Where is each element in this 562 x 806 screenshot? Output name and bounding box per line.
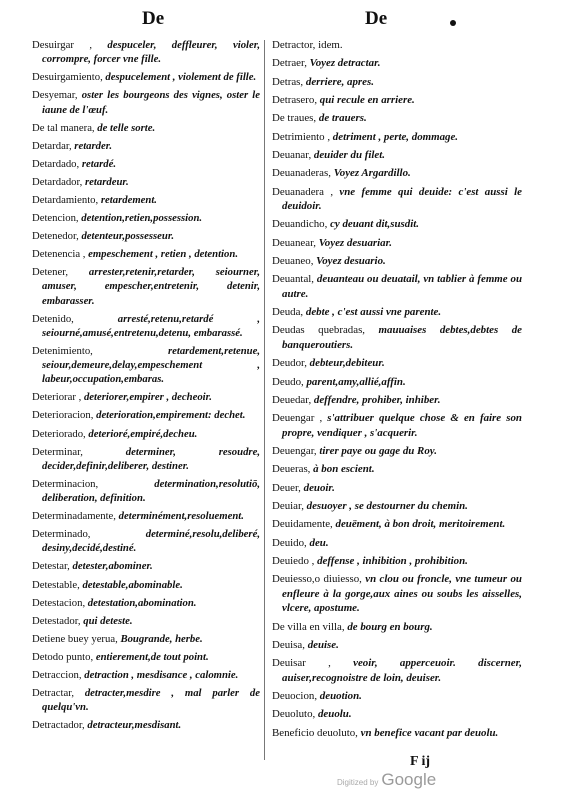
- entry-headword: Deuiesso,o diuiesso,: [272, 573, 362, 586]
- entry-headword: Deuaneo,: [272, 254, 314, 267]
- dictionary-entry: [32, 312, 260, 341]
- entry-definition: qui deteste.: [80, 614, 133, 627]
- entry-headword: Deuanaderas,: [272, 167, 331, 180]
- entry-headword: Detencion,: [32, 211, 79, 224]
- dictionary-entry: [272, 707, 522, 722]
- dictionary-entry: [32, 344, 260, 387]
- dictionary-entry: [32, 445, 260, 474]
- entry-headword: Detiene buey yerua,: [32, 632, 118, 645]
- entry-definition: deffense , inhibition , prohibition.: [314, 554, 468, 567]
- dictionary-entry: [272, 38, 522, 53]
- entry-headword: Detardar,: [32, 139, 72, 152]
- dictionary-entry: [32, 175, 260, 189]
- entry-headword: Detodo punto,: [32, 650, 94, 663]
- entry-headword: Determinado,: [32, 528, 91, 541]
- dictionary-entry: [272, 638, 522, 653]
- dictionary-entry: [272, 572, 522, 616]
- entry-headword: Detestacion,: [32, 596, 86, 609]
- entry-definition: desuoyer , se destourner du chemin.: [303, 499, 468, 512]
- running-head-left: De: [142, 8, 165, 29]
- entry-headword: Deuisa,: [272, 638, 305, 651]
- entry-headword: Detenimiento,: [32, 344, 93, 357]
- dictionary-entry: [272, 726, 522, 741]
- entry-headword: Determinacion,: [32, 477, 99, 490]
- entry-headword: Detestable,: [32, 578, 80, 591]
- entry-definition: deu.: [306, 536, 329, 549]
- dictionary-entry: [32, 632, 260, 646]
- entry-definition: cy deuant dit,susdit.: [327, 218, 420, 231]
- entry-headword: Deudor,: [272, 357, 307, 370]
- entry-headword: Deterioracion,: [32, 409, 94, 422]
- entry-headword: Desyemar,: [32, 89, 78, 102]
- dictionary-entry: [272, 656, 522, 685]
- entry-definition: detention,retien,possession.: [78, 211, 203, 224]
- entry-definition: deuoir.: [300, 481, 335, 494]
- dictionary-entry: [272, 166, 522, 181]
- entry-definition: à bon escient.: [310, 463, 375, 476]
- dictionary-entry: [32, 193, 260, 207]
- entry-definition: deterioration,empirement: dechet.: [93, 409, 246, 422]
- dictionary-entry: [272, 185, 522, 214]
- dictionary-entry: [272, 305, 522, 320]
- dictionary-entry: [272, 236, 522, 251]
- dictionary-entry: [272, 499, 522, 514]
- entry-definition: deuëment, à bon droit, meritoirement.: [332, 518, 506, 531]
- entry-definition: s'attribuer quelque chose & en faire son propre, vendiquer , s'acquerir.: [282, 412, 522, 439]
- entry-headword: Detrimiento ,: [272, 130, 331, 143]
- entry-definition: Voyez desuariar.: [316, 236, 392, 249]
- entry-headword: Deuanear,: [272, 236, 317, 249]
- entry-definition: detestable,abominable.: [79, 578, 183, 591]
- entry-headword: Detenedor,: [32, 229, 79, 242]
- entry-definition: retardeur.: [82, 175, 129, 188]
- dictionary-entry: [272, 148, 522, 163]
- entry-headword: Deuanadera ,: [272, 185, 334, 198]
- entry-definition: determiné,resolu,deliberé, desiny,decidé,destiné.: [42, 528, 260, 555]
- entry-headword: Desuirgamiento,: [32, 71, 103, 84]
- entry-headword: Detestador,: [32, 614, 81, 627]
- running-head-right: De: [365, 8, 388, 29]
- entry-definition: vne femme qui deuide: c'est aussi le deuidoir.: [282, 185, 522, 213]
- entry-definition: Voyez desuario.: [313, 254, 386, 267]
- watermark-prefix: Digitized by: [337, 778, 379, 787]
- dictionary-entry: [32, 229, 260, 243]
- ornament-dot: [450, 20, 456, 26]
- entry-definition: tirer paye ou gage du Roy.: [316, 445, 437, 457]
- dictionary-entry: [272, 111, 522, 126]
- entry-definition: deffendre, prohiber, inhiber.: [311, 393, 441, 406]
- entry-definition: derriere, apres.: [303, 75, 374, 88]
- entry-definition: retarder.: [71, 139, 112, 152]
- entry-headword: Deuantal,: [272, 273, 315, 286]
- dictionary-entry: [272, 356, 522, 371]
- entry-definition: deuolu.: [315, 708, 352, 721]
- entry-definition: determinément,resoluement.: [115, 510, 244, 523]
- entry-definition: de bourg en bourg.: [344, 620, 433, 633]
- entry-definition: retardé.: [79, 157, 116, 170]
- dictionary-entry: [272, 56, 522, 71]
- dictionary-entry: [32, 718, 260, 732]
- entry-headword: Deuedar,: [272, 393, 312, 406]
- dictionary-entry: [272, 393, 522, 408]
- watermark-brand: Google: [381, 770, 437, 789]
- dictionary-entry: [272, 254, 522, 269]
- entry-definition: mauuaises debtes,debtes de banqueroutiers.: [282, 324, 522, 351]
- dictionary-entry: [32, 247, 260, 261]
- entry-definition: parent,amy,allié,affin.: [303, 375, 406, 388]
- entry-definition: detriment , perte, dommage.: [330, 130, 459, 143]
- dictionary-entry: [272, 93, 522, 108]
- dictionary-entry: [32, 139, 260, 153]
- entry-definition: determiner, resoudre, decider,definir,deliberer, destiner.: [42, 445, 260, 472]
- dictionary-entry: [272, 462, 522, 477]
- entry-definition: entierement,de tout point.: [93, 650, 209, 663]
- dictionary-entry: [272, 554, 522, 569]
- dictionary-entry: [32, 265, 260, 308]
- entry-headword: Detardamiento,: [32, 193, 99, 206]
- entry-headword: Desuirgar ,: [32, 39, 93, 51]
- entry-definition: de telle sorte.: [94, 121, 156, 134]
- entry-definition: detracteur,mesdisant.: [84, 719, 182, 732]
- dictionary-entry: [32, 70, 260, 84]
- entry-headword: Deteriorado,: [32, 427, 86, 440]
- dictionary-entry: [32, 427, 260, 441]
- entry-definition: vn benefice vacant par deuolu.: [357, 726, 499, 739]
- dictionary-entry: [32, 578, 260, 592]
- entry-definition: retardement,retenue, seiour,demeure,delay,empeschement , labeur,occupation,embaras.: [42, 344, 260, 386]
- entry-headword: Detractador,: [32, 719, 85, 732]
- column-divider: [264, 40, 265, 760]
- entry-headword: Deuocion,: [272, 689, 318, 702]
- entry-definition: vn clou ou froncle, vne tumeur ou enfleure à la gorge,aux aines ou soubs les aisselles, vlcere, apostume.: [282, 573, 522, 615]
- entry-headword: De traues,: [272, 112, 317, 125]
- entry-headword: Deuido,: [272, 536, 307, 549]
- dictionary-entry: [272, 323, 522, 352]
- dictionary-entry: [32, 509, 260, 523]
- entry-definition: detenteur,possesseur.: [78, 229, 175, 242]
- dictionary-entry: [272, 536, 522, 551]
- entry-definition: debteur,debiteur.: [306, 357, 385, 370]
- dictionary-entry: [32, 614, 260, 628]
- entry-headword: Detener,: [32, 266, 69, 279]
- entry-headword: Deudo,: [272, 375, 304, 388]
- entry-definition: detraction , mesdisance , calomnie.: [81, 668, 239, 681]
- dictionary-entry: [32, 559, 260, 573]
- entry-headword: Deuengar ,: [272, 412, 323, 425]
- dictionary-entry: [272, 217, 522, 232]
- entry-definition: deuanteau ou deuatail, vn tablier à femme ou autre.: [282, 273, 522, 300]
- dictionary-entry: [32, 596, 260, 610]
- entry-headword: Deuandicho,: [272, 218, 328, 231]
- entry-headword: Deueras,: [272, 463, 311, 476]
- entry-headword: Determinadamente,: [32, 510, 116, 523]
- entry-definition: deuise.: [304, 638, 339, 651]
- right-column: [272, 38, 522, 744]
- dictionary-entry: [272, 375, 522, 390]
- page-header: [0, 8, 562, 34]
- entry-headword: Detras,: [272, 75, 304, 88]
- entry-headword: Detractor, idem.: [272, 39, 343, 51]
- entry-headword: Deuoluto,: [272, 708, 316, 721]
- entry-definition: deuider du filet.: [311, 148, 385, 161]
- dictionary-entry: [272, 444, 522, 459]
- entry-headword: Deuda,: [272, 306, 304, 319]
- dictionary-entry: [272, 272, 522, 301]
- dictionary-entry: [32, 668, 260, 682]
- entry-definition: retardement.: [98, 193, 157, 206]
- dictionary-entry: [272, 411, 522, 440]
- entry-headword: De tal manera,: [32, 121, 95, 134]
- entry-headword: Deuanar,: [272, 148, 312, 161]
- entry-headword: De villa en villa,: [272, 620, 345, 633]
- dictionary-entry: [272, 620, 522, 635]
- entry-headword: Detrasero,: [272, 93, 318, 106]
- entry-definition: deuotion.: [317, 689, 362, 702]
- entry-definition: Voyez Argardillo.: [330, 167, 411, 180]
- dictionary-entry: [32, 650, 260, 664]
- dictionary-entry: [32, 211, 260, 225]
- entry-headword: Deuisar ,: [272, 657, 331, 670]
- dictionary-entry: [32, 38, 260, 67]
- entry-definition: detracter,mesdire , mal parler de quelqu'vn.: [42, 686, 260, 714]
- entry-definition: deteriorer,empirer , decheoir.: [81, 391, 212, 404]
- dictionary-entry: [272, 130, 522, 145]
- entry-headword: Detenido,: [32, 312, 74, 325]
- entry-headword: Detestar,: [32, 560, 70, 573]
- entry-headword: Detardador,: [32, 175, 83, 188]
- dictionary-entry: [32, 408, 260, 422]
- entry-headword: Deuengar,: [272, 445, 317, 457]
- entry-definition: deterioré,empiré,decheu.: [85, 427, 198, 440]
- dictionary-entry: [32, 157, 260, 171]
- entry-definition: qui recule en arriere.: [317, 93, 415, 106]
- entry-headword: Deuer,: [272, 481, 301, 494]
- entry-headword: Deudas quebradas,: [272, 324, 366, 337]
- dictionary-entry: [272, 689, 522, 704]
- entry-headword: Detardado,: [32, 157, 80, 170]
- dictionary-entry: [32, 686, 260, 715]
- entry-definition: de trauers.: [316, 112, 367, 125]
- entry-definition: detester,abominer.: [69, 560, 153, 573]
- entry-definition: veoir, apperceuoir. discerner, auiser,recognoistre de loin, deuiser.: [282, 657, 522, 684]
- watermark: [337, 770, 436, 790]
- entry-headword: Deteriorar ,: [32, 391, 82, 404]
- entry-headword: Deuiar,: [272, 499, 304, 512]
- entry-headword: Determinar,: [32, 445, 83, 458]
- dictionary-entry: [272, 517, 522, 532]
- entry-definition: Voyez detractar.: [306, 57, 381, 70]
- entry-headword: Detenencia ,: [32, 247, 86, 260]
- entry-definition: empeschement , retien , detention.: [85, 247, 238, 260]
- dictionary-entry: [32, 88, 260, 117]
- entry-definition: despuceler, deffleurer, violer, corrompre, forcer vne fille.: [42, 39, 260, 66]
- entry-definition: debte , c'est aussi vne parente.: [303, 306, 442, 319]
- dictionary-entry: [32, 390, 260, 404]
- dictionary-entry: [272, 75, 522, 90]
- entry-definition: oster les bourgeons des vignes, oster le iaune de l'œuf.: [42, 89, 260, 116]
- dictionary-entry: [32, 527, 260, 556]
- entry-headword: Detractar,: [32, 686, 74, 699]
- entry-headword: Detraer,: [272, 57, 307, 70]
- entry-headword: Beneficio deuoluto,: [272, 726, 358, 739]
- entry-definition: Bougrande, herbe.: [117, 632, 203, 645]
- dictionary-entry: [32, 121, 260, 135]
- signature-mark: F ij: [410, 754, 431, 769]
- entry-definition: despucelement , violement de fille.: [102, 71, 257, 84]
- entry-definition: arrester,retenir,retarder, seiourner, amuser, empescher,entretenir, detenir, embarasser.: [42, 266, 260, 307]
- entry-definition: arresté,retenu,retardé , seiourné,amusé,entretenu,detenu, embarassé.: [42, 312, 260, 339]
- entry-headword: Detraccion,: [32, 668, 82, 681]
- entry-headword: Deuiedo ,: [272, 554, 315, 567]
- entry-definition: detestation,abomination.: [85, 596, 197, 609]
- entry-headword: Deuidamente,: [272, 518, 333, 531]
- entry-definition: determination,resolutiō, deliberation, definition.: [42, 477, 260, 505]
- left-column: [32, 38, 260, 736]
- dictionary-entry: [272, 481, 522, 496]
- dictionary-entry: [32, 477, 260, 506]
